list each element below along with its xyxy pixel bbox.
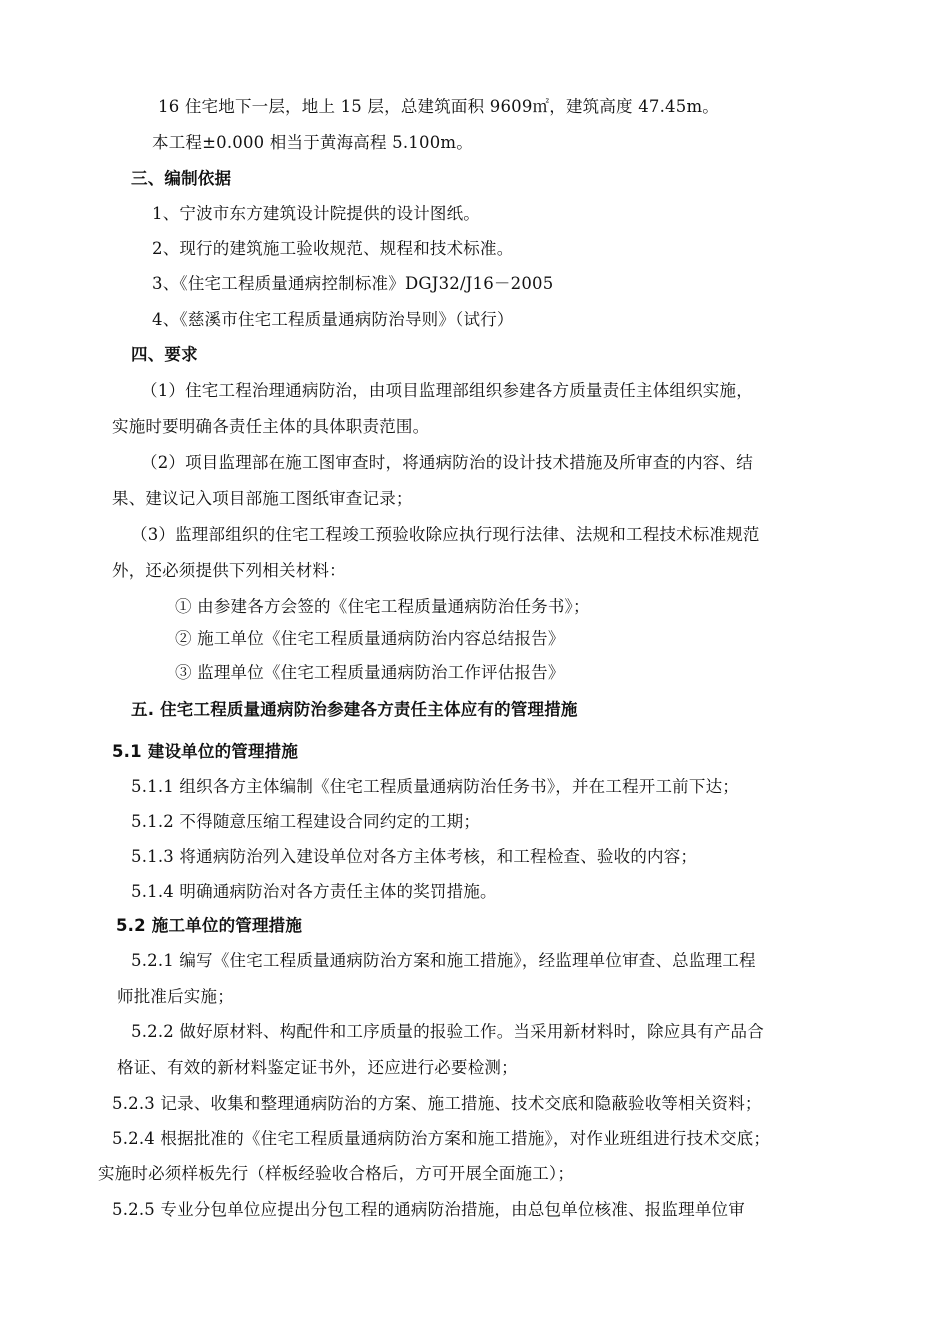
section-5-1-item-1: 5.1.1 组织各方主体编制《住宅工程质量通病防治任务书》，并在工程开工前下达； [131, 777, 739, 796]
material-item-3: ③ 监理单位《住宅工程质量通病防治工作评估报告》 [175, 663, 565, 682]
section-5-2-item-1-line-2: 师批准后实施； [117, 987, 234, 1006]
material-item-1: ① 由参建各方会签的《住宅工程质量通病防治任务书》； [175, 597, 590, 616]
section-5-heading: 五. 住宅工程质量通病防治参建各方责任主体应有的管理措施 [131, 700, 578, 719]
requirements-heading: 四、要求 [131, 345, 198, 364]
section-5-2-item-2-line-2: 格证、有效的新材料鉴定证书外，还应进行必要检测； [117, 1058, 518, 1077]
requirement-2-line-1: （2）项目监理部在施工图审查时，将通病防治的设计技术措施及所审查的内容、结 [141, 453, 753, 472]
section-5-2-item-4-line-1: 5.2.4 根据批准的《住宅工程质量通病防治方案和施工措施》，对作业班组进行技术交底； [112, 1129, 771, 1148]
section-5-2-item-5: 5.2.5 专业分包单位应提出分包工程的通病防治措施，由总包单位核准、报监理单位审 [112, 1200, 745, 1219]
requirement-3-line-2: 外，还必须提供下列相关材料： [112, 561, 346, 580]
section-5-2-item-1-line-1: 5.2.1 编写《住宅工程质量通病防治方案和施工措施》，经监理单位审查、总监理工程 [131, 951, 756, 970]
requirement-1-line-1: （1）住宅工程治理通病防治，由项目监理部组织参建各方质量责任主体组织实施， [141, 381, 753, 400]
basis-item-3: 3、《住宅工程质量通病控制标准》DGJ32/J16－2005 [152, 274, 554, 293]
basis-item-1: 1、宁波市东方建筑设计院提供的设计图纸。 [152, 204, 480, 223]
basis-item-2: 2、现行的建筑施工验收规范、规程和技术标准。 [152, 239, 514, 258]
material-item-2: ② 施工单位《住宅工程质量通病防治内容总结报告》 [175, 629, 565, 648]
overview-line-2: 本工程±0.000 相当于黄海高程 5.100m。 [152, 133, 473, 152]
overview-line-1: 16 住宅地下一层，地上 15 层，总建筑面积 9609㎡，建筑高度 47.45m。 [158, 97, 719, 116]
requirement-3-line-1: （3）监理部组织的住宅工程竣工预验收除应执行现行法律、法规和工程技术标准规范 [131, 525, 760, 544]
section-5-2-item-4-line-2: 实施时必须样板先行（样板经验收合格后，方可开展全面施工）； [98, 1164, 575, 1183]
section-5-1-heading: 5.1 建设单位的管理措施 [112, 742, 299, 761]
requirement-2-line-2: 果、建议记入项目部施工图纸审查记录； [112, 489, 413, 508]
basis-heading: 三、编制依据 [131, 169, 232, 188]
basis-item-4: 4、《慈溪市住宅工程质量通病防治导则》（试行） [152, 310, 514, 329]
section-5-2-item-3: 5.2.3 记录、收集和整理通病防治的方案、施工措施、技术交底和隐蔽验收等相关资料； [112, 1094, 762, 1113]
section-5-2-item-2-line-1: 5.2.2 做好原材料、构配件和工序质量的报验工作。当采用新材料时，除应具有产品合 [131, 1022, 764, 1041]
requirement-1-line-2: 实施时要明确各责任主体的具体职责范围。 [112, 417, 430, 436]
section-5-1-item-4: 5.1.4 明确通病防治对各方责任主体的奖罚措施。 [131, 882, 497, 901]
section-5-1-item-3: 5.1.3 将通病防治列入建设单位对各方主体考核，和工程检查、验收的内容； [131, 847, 698, 866]
section-5-2-heading: 5.2 施工单位的管理措施 [116, 916, 303, 935]
section-5-1-item-2: 5.1.2 不得随意压缩工程建设合同约定的工期； [131, 812, 481, 831]
